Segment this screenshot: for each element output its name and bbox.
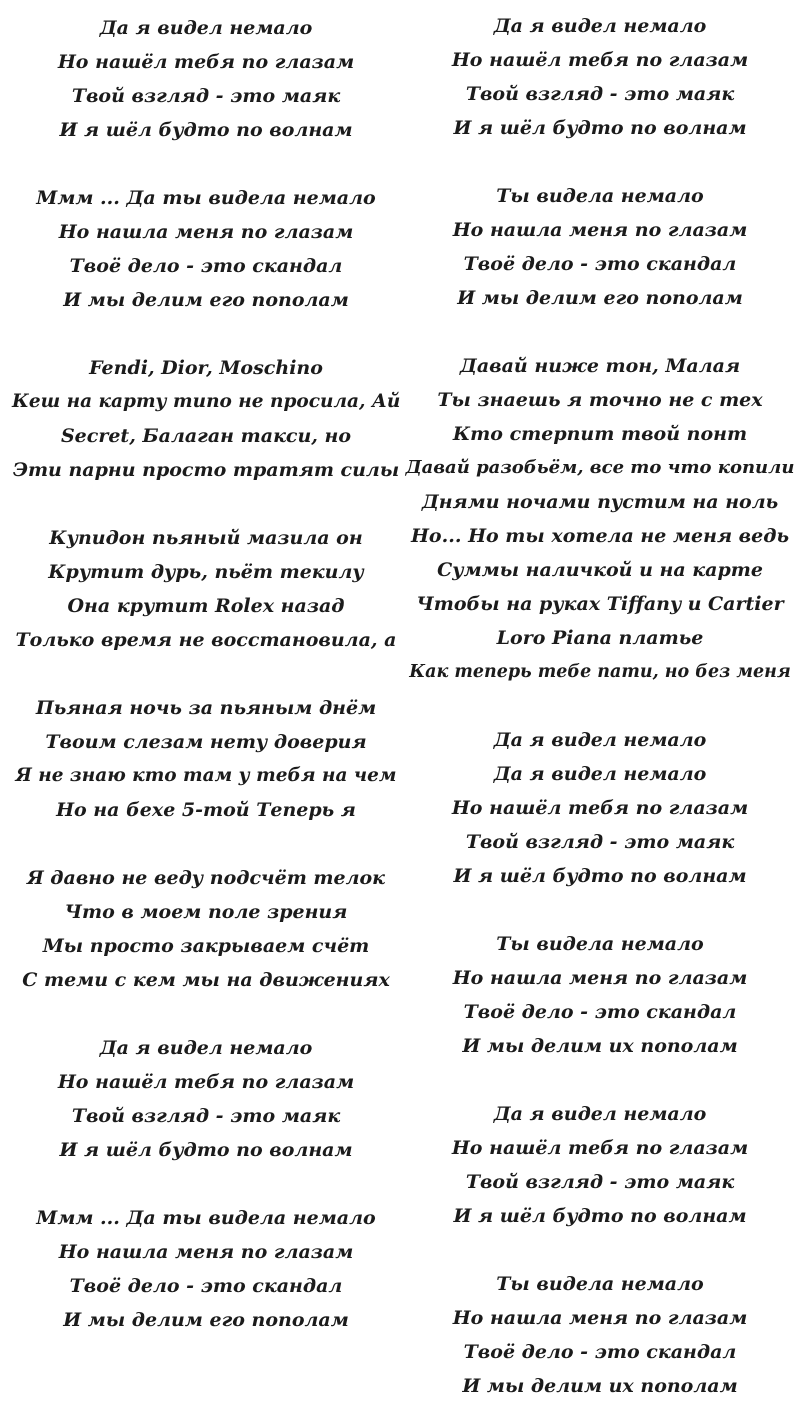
lyric-line: Но нашёл тебя по глазам [57,51,355,73]
stanza-spacer [404,315,796,349]
lyrics-column-left [12,11,400,1337]
stanza-spacer [12,1167,400,1201]
lyric-line: Давай ниже тон, Малая [459,355,741,377]
lyric-line: Но нашёл тебя по глазам [451,1137,749,1159]
lyric-line: Днями ночами пустим на ноль [421,491,779,513]
lyric-line: И я шёл будто по волнам [453,1205,747,1227]
lyric-line: Fendi, Dior, Moschino [89,357,323,379]
lyric-line: Крутит дурь, пьёт текилу [48,561,364,583]
lyric-line: Ты знаешь я точно не с тех [437,389,763,411]
lyric-line: Купидон пьяный мазила он [49,527,363,549]
lyric-line: Твой взгляд - это маяк [465,1171,735,1193]
lyric-line: Но нашла меня по глазам [58,221,354,243]
lyric-line: Secret, Балаган такси, но [60,425,352,447]
lyric-line: Твоим слезам нету доверия [45,731,367,753]
lyric-line: Но... Но ты хотела не меня ведь [410,525,789,547]
lyric-line: Но нашёл тебя по глазам [57,1071,355,1093]
lyric-line: Ты видела немало [496,185,704,207]
lyric-line: И я шёл будто по волнам [453,865,747,887]
lyric-line: Я давно не веду подсчёт телок [26,867,386,889]
lyric-line: Твой взгляд - это маяк [465,831,735,853]
lyric-line: Но нашёл тебя по глазам [451,49,749,71]
lyric-line: Что в моем поле зрения [64,901,348,923]
lyric-line: И мы делим их пополам [462,1035,738,1057]
lyric-line: Но нашла меня по глазам [452,1307,748,1329]
lyric-line: Да я видел немало [99,1037,313,1059]
stanza-spacer [12,317,400,351]
lyric-line: Твой взгляд - это маяк [465,83,735,105]
lyric-line: И я шёл будто по волнам [59,1139,353,1161]
lyric-line: Чтобы на руках Tiffany и Cartier [416,593,784,615]
lyric-line: Давай разобьём, все то что копили [405,457,795,478]
lyric-line: Твой взгляд - это маяк [71,85,341,107]
stanza-spacer [12,657,400,691]
lyric-line: Ммм ... Да ты видела немало [36,1207,376,1229]
lyric-line: Ммм ... Да ты видела немало [36,187,376,209]
stanza-spacer [12,827,400,861]
stanza-spacer [404,1063,796,1097]
lyric-line: Да я видел немало [493,763,707,785]
lyric-line: И я шёл будто по волнам [59,119,353,141]
lyric-line: Да я видел немало [493,1103,707,1125]
lyric-line: Пьяная ночь за пьяным днём [35,697,377,719]
lyric-line: Кто стерпит твой понт [452,423,748,445]
stanza-spacer [404,1233,796,1267]
lyric-line: И мы делим его пополам [63,289,349,311]
lyric-line: И мы делим их пополам [462,1375,738,1397]
lyric-line: Я не знаю кто там у тебя на чем [15,765,397,786]
lyric-line: Но нашёл тебя по глазам [451,797,749,819]
lyric-line: И мы делим его пополам [457,287,743,309]
stanza-spacer [12,487,400,521]
lyric-line: Но нашла меня по глазам [452,967,748,989]
lyric-line: Твоё дело - это скандал [463,253,737,275]
lyric-line: Loro Piana платье [496,627,704,649]
stanza-spacer [404,145,796,179]
lyrics-column-right [404,9,796,1403]
lyric-line: Суммы наличкой и на карте [437,559,763,581]
lyric-line: Только время не восстановила, а [15,629,397,651]
lyric-line: И мы делим его пополам [63,1309,349,1331]
stanza-spacer [404,689,796,723]
stanza-spacer [12,147,400,181]
lyric-line: Да я видел немало [493,15,707,37]
lyric-line: Но на бехе 5-той Теперь я [56,799,356,821]
lyric-line: Но нашла меня по глазам [58,1241,354,1263]
lyric-line: Твоё дело - это скандал [69,1275,343,1297]
lyric-line: Твоё дело - это скандал [69,255,343,277]
stanza-spacer [404,893,796,927]
lyric-line: Да я видел немало [99,17,313,39]
lyric-line: И я шёл будто по волнам [453,117,747,139]
lyric-line: Эти парни просто тратят силы [12,459,400,481]
lyric-line: Как теперь тебе пати, но без меня [409,662,791,682]
lyric-line: Но нашла меня по глазам [452,219,748,241]
lyric-line: Твоё дело - это скандал [463,1341,737,1363]
lyric-line: Твоё дело - это скандал [463,1001,737,1023]
lyric-line: Твой взгляд - это маяк [71,1105,341,1127]
lyric-line: Ты видела немало [496,1273,704,1295]
lyric-line: С теми с кем мы на движениях [22,969,390,991]
stanza-spacer [12,997,400,1031]
lyric-line: Да я видел немало [493,729,707,751]
lyric-line: Мы просто закрываем счёт [42,935,370,957]
lyric-line: Она крутит Rolex назад [67,595,345,617]
lyric-line: Ты видела немало [496,933,704,955]
lyric-line: Кеш на карту типо не просила, Ай [12,391,401,412]
